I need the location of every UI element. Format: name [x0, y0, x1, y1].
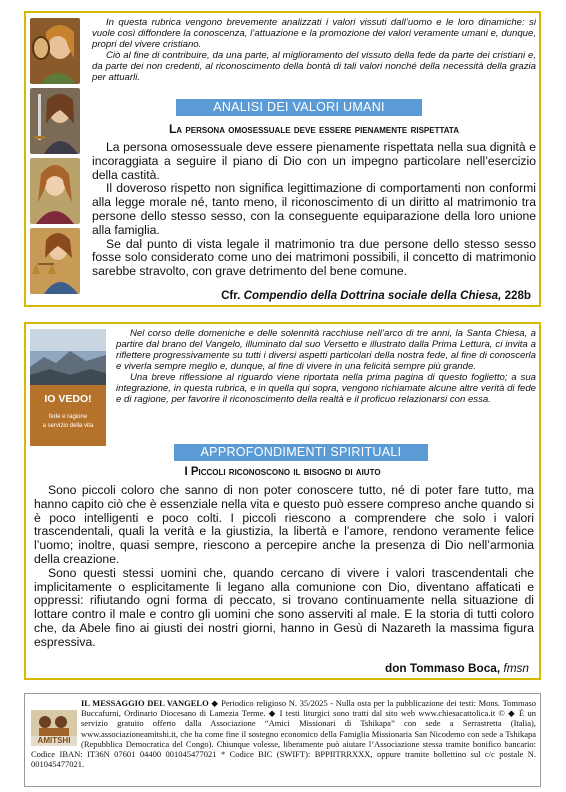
intro-paragraph: In questa rubrica vengono brevemente analizzati i valori vissuti dall’uomo e le loro dinamiche: si vuole così diffondere la conoscenza, l’attuazione e la promozione dei valori veramente umani e, dunque, propri del vivere cristiano. [92, 17, 536, 50]
intro-paragraph: Ciò al fine di contribuire, da una parte, al miglioramento del vissuto della fede da parte dei cristiani e, da parte dei non credenti, al riconoscimento della bontà di tali valori nonché della necessità della grazia per attuarli. [92, 50, 536, 83]
section-subtitle: La persona omosessuale deve essere pienamente rispettata [168, 122, 460, 136]
citation-title: Compendio della Dottrina sociale della Chiesa, [243, 289, 502, 302]
section-body [34, 484, 534, 650]
masthead: IL MESSAGGIO DEL VANGELO [81, 698, 209, 708]
portrait-scales-image [30, 228, 80, 294]
portrait-sword-image [30, 88, 80, 154]
author-name: don Tommaso Boca, [385, 661, 501, 675]
portrait-mirror-image [30, 18, 80, 84]
section-intro [92, 17, 536, 83]
section-body [92, 141, 536, 279]
io-vedo-subtitle-line: a servizio della vita [42, 423, 94, 429]
citation [221, 289, 531, 302]
body-paragraph: La persona omosessuale deve essere pienamente rispettata nella sua dignità e incoraggiata a seguire il piano di Dio con un impegno particolare nell’esercizio della castità. [92, 140, 536, 182]
body-paragraph: Se dal punto di vista legale il matrimonio tra due persone dello stesso sesso fosse solo considerato come uno dei matrimoni possibili, il concetto di matrimonio sarebbe stravolto, con grave detrimento del bene comune. [92, 236, 536, 279]
portrait-strip [30, 18, 80, 298]
io-vedo-subtitle-line: fede e ragione [48, 414, 88, 420]
footer-box [24, 693, 541, 787]
portrait-woman-image [30, 158, 80, 224]
section-intro [116, 328, 536, 405]
landscape-image [30, 329, 106, 385]
io-vedo-title: IO VEDO! [44, 393, 92, 405]
author-role: fmsn [503, 661, 529, 675]
section-banner: ANALISI DEI VALORI UMANI [176, 99, 422, 116]
body-paragraph: Sono questi stessi uomini che, quando cercano di vivere i valori trascendentali che implicitamente o esplicitamente li legano alla comunione con Dio, diventano affaticati e oppressi: rifiutando ogni forma di peccato, si trovano continuamente nella situazione di lottare contro il male e contro gli uomini che sono asserviti al male. E la storia di tutti coloro che, da Abele fino ai giusti dei nostri giorni, hanno in Gesù di Nazareth la massima figura espressiva. [34, 565, 534, 649]
human-values-section [24, 11, 541, 307]
section-subtitle: I Piccoli riconoscono il bisogno di aiuto [184, 466, 381, 478]
footer-text [31, 698, 536, 769]
section-banner: APPROFONDIMENTI SPIRITUALI [174, 444, 428, 461]
body-paragraph: Sono piccoli coloro che sanno di non poter conoscere tutto, né di poter fare tutto, ma hanno capito ciò che è essenziale nella vita e questo può essere compreso anche quando si è poco intelligenti e poco colti. I piccoli riescono a comprendere che solo i valori trascendentali, quali la verità e la giustizia, la libertà e l’amore, rendono veramente felice l’uomo; inoltre, quasi sempre, riescono a percepire anche la presenza di Dio nell’armonia della creazione. [34, 483, 534, 566]
citation-number: 228b [504, 289, 531, 302]
intro-paragraph: Una breve riflessione al riguardo viene riportata nella prima pagina di questo foglietto; a sua integrazione, in questa rubrica, e in quella qui sopra, vengono richiamate alcune altre verità di fede e di ragione, per favorire il riconoscimento della realtà e il proficuo relazionarsi con essa. [116, 372, 536, 405]
citation-prefix: Cfr. [221, 289, 241, 302]
intro-paragraph: Nel corso delle domeniche e delle solennità racchiuse nell’arco di tre anni, la Santa Chiesa, a partire dal brano del Vangelo, illuminato dal suo Versetto e illustrato dalla Prima Lettura, ci invita a riflettere progressivamente su tutti i diversi aspetti particolari della nostra fede, al fine di conoscerla e viverla sempre meglio e, dunque, al fine di vivere in una felicità sempre più grande. [116, 328, 536, 372]
footer-info: ◆ Periodico religioso N. 35/2025 - Nulla osta per la pubblicazione dei testi: Mons. Tommaso Buccafurni, Ordinario Diocesano di Lamezia Terme. ◆ I testi liturgici sono tratti dal sito web www.chiesacattolica.it © ◆ È un servizio gratuito offerto dalla Associazione “Amici Missionari di Tshikapa” con sede a Serrastretta (Italia), www.associazioneamitshi.it, che ha come fine il sostegno economico della Famiglia Missionaria San Nicodemo con sede a Tshikapa (Repubblica Democratica del Congo). Chiunque volesse, liberamente può aiutare l’Associazione stessa tramite bonifico bancario: Codice IBAN: IT36N 07601 04400 001045477021 * Codice BIC (SWIFT): BPPIITRRXXX, oppure tramite bollettino sul c/c postale N. 001045477021. [31, 698, 536, 770]
amitshi-logo [31, 710, 77, 746]
logo-image [31, 710, 77, 736]
body-paragraph: Il doveroso rispetto non significa legittimazione di comportamenti non conformi alla legge morale né, tanto meno, il riconoscimento di un diritto al matrimonio tra persone dello stesso sesso, con la conseguente equiparazione della loro unione alla famiglia. [92, 181, 536, 237]
io-vedo-card [30, 329, 106, 446]
io-vedo-subtitle [30, 413, 106, 431]
spiritual-insights-section [24, 322, 541, 680]
author-signature [385, 661, 529, 675]
logo-text: AMITSHI [37, 736, 71, 745]
